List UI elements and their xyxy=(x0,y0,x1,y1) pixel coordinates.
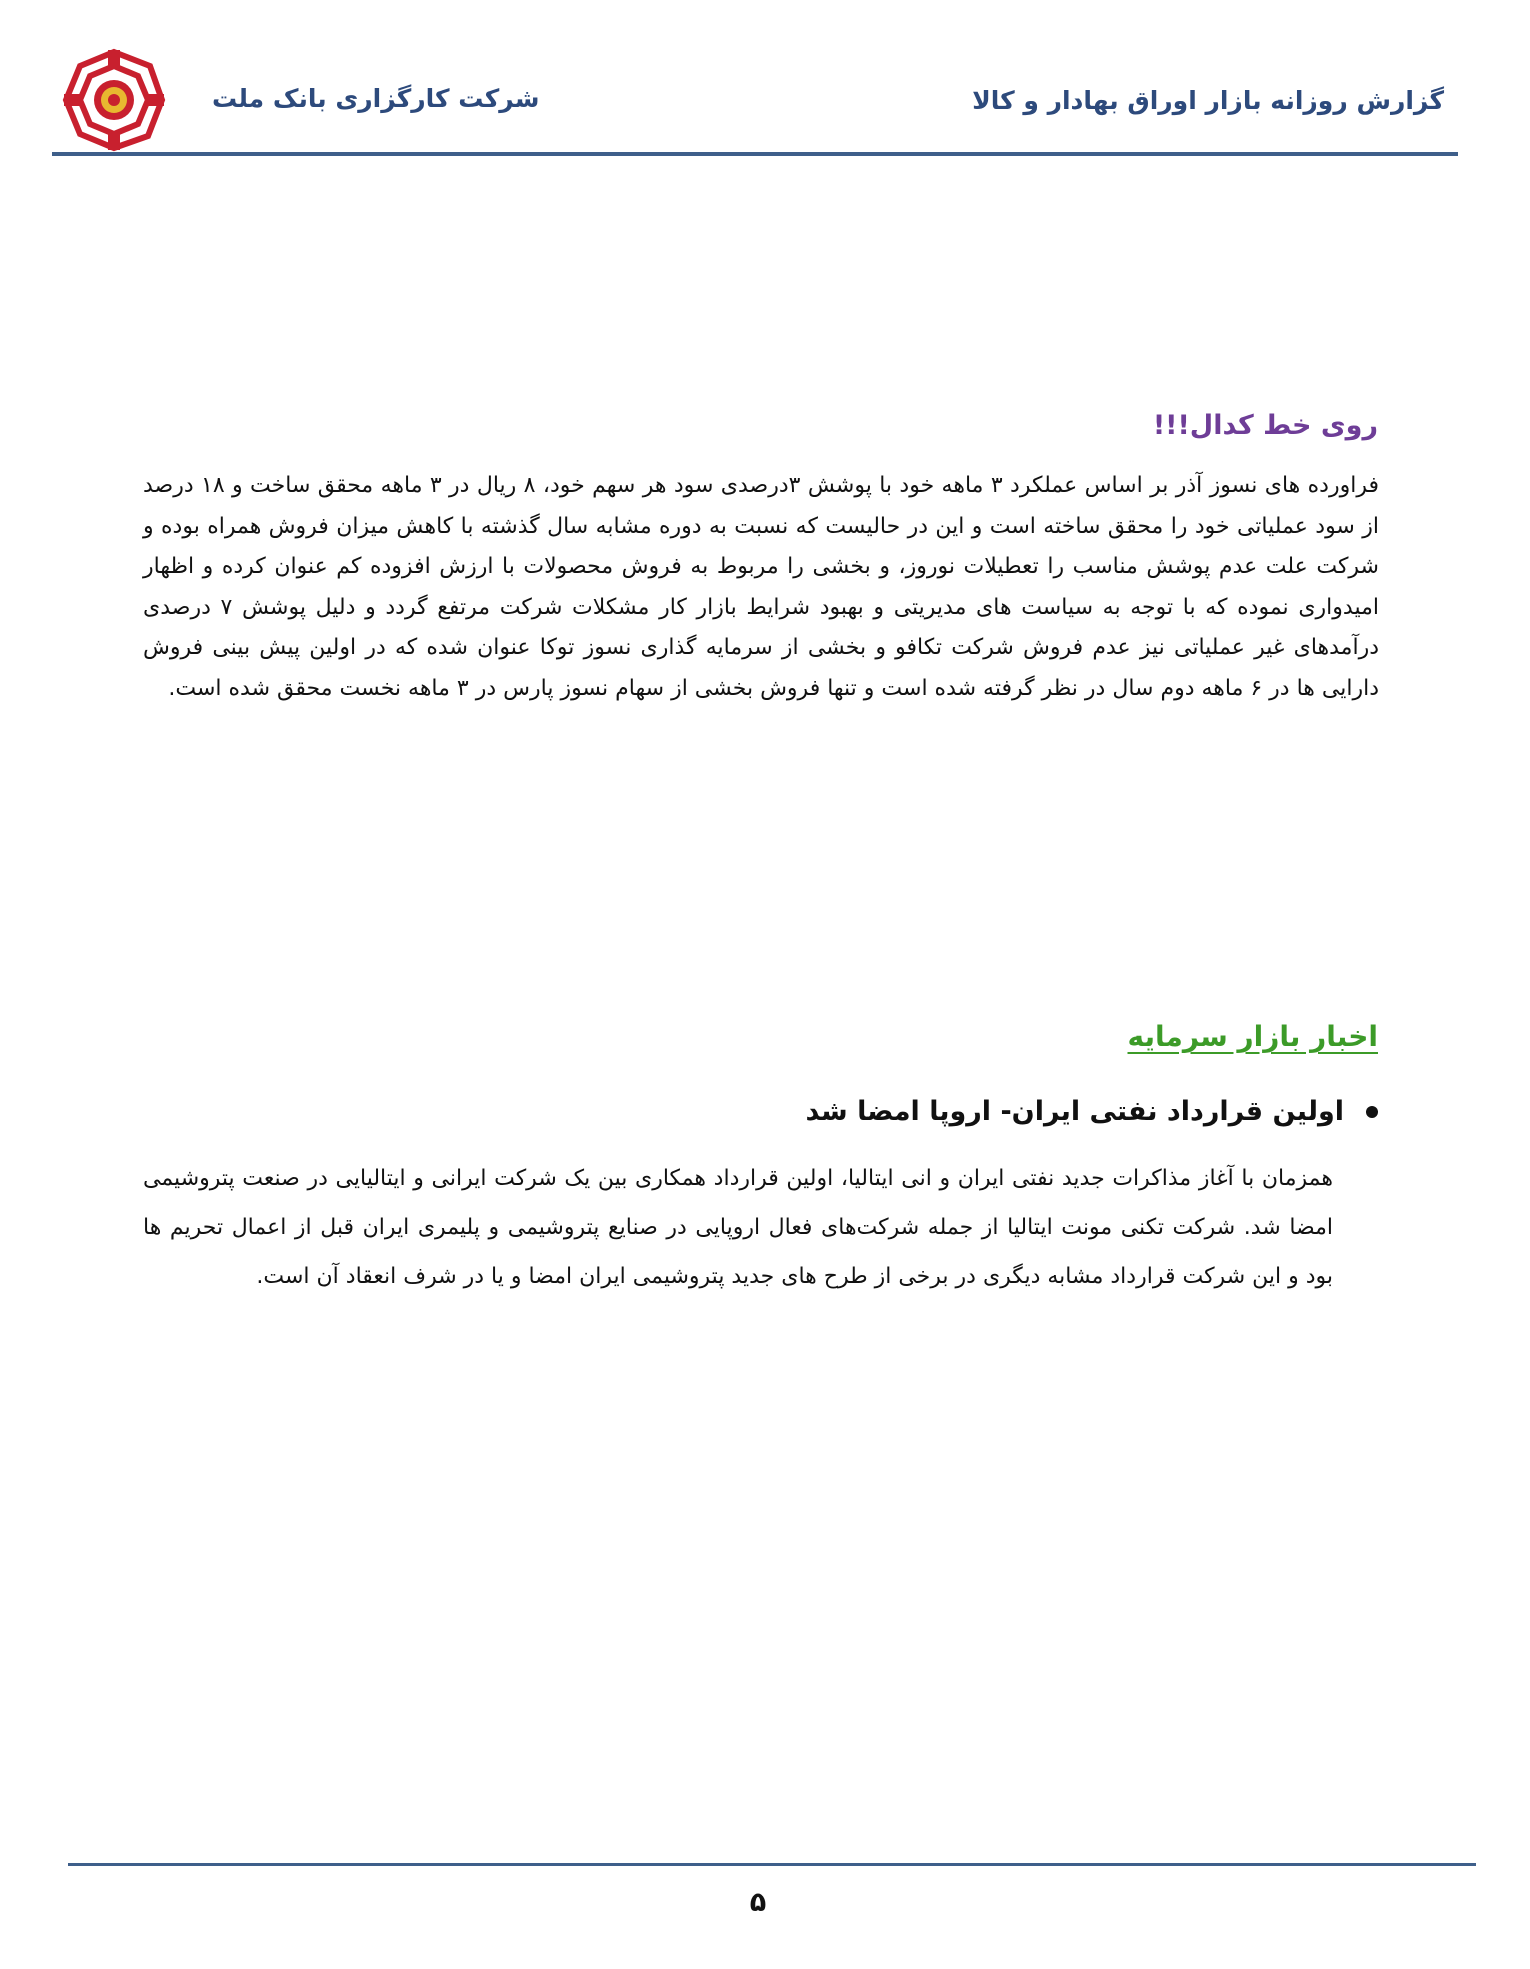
company-name: شرکت کارگزاری بانک ملت xyxy=(212,84,540,113)
capital-market-news-heading: اخبار بازار سرمایه xyxy=(1127,1020,1378,1053)
bank-mellat-logo-icon xyxy=(62,48,166,152)
codal-section-body: فراورده های نسوز آذر بر اساس عملکرد ۳ ماهه خود با پوشش ۳درصدی سود هر سهم خود، ۸ ریال در ۳ ماهه محقق ساخت و ۱۸ درصد از سود عملیاتی خود را محقق ساخته است و این در حالیست که نسبت به دوره مشابه سال گذشته با کاهش میزان فروش همراه بوده و شرکت علت عدم پوشش مناسب را تعطیلات نوروز، و بخشی را مربوط به فروش محصولات با ارزش افزوده کم عنوان کرده و اظهار امیدواری نموده که با توجه به سیاست های مدیریتی و بهبود شرایط بازار کار مشکلات شرکت مرتفع گردد و دلیل پوشش ۷ درصدی درآمدهای غیر عملیاتی نیز عدم فروش شرکت تکافو و بخشی از سرمایه گذاری نسوز توکا عنوان شده که در اولین پیش بینی فروش دارایی ها در ۶ ماهه دوم سال در نظر گرفته شده است و تنها فروش بخشی از سهام نسوز پارس در ۳ ماهه نخست محقق شده است. xyxy=(143,473,1379,701)
bullet-icon xyxy=(1366,1106,1378,1118)
news-item-title: اولین قرارداد نفتی ایران- اروپا امضا شد xyxy=(805,1096,1344,1127)
codal-section-heading: روی خط کدال!!! xyxy=(1152,410,1378,441)
page-number: ۵ xyxy=(749,1887,767,1918)
news-item-body: همزمان با آغاز مذاکرات جدید نفتی ایران و انی ایتالیا، اولین قرارداد همکاری بین یک شرکت ایرانی و ایتالیایی در صنعت پتروشیمی امضا شد. شرکت تکنی مونت ایتالیا از جمله شرکت‌های فعال اروپایی در صنایع پتروشیمی و پلیمری ایران قبل از اعمال تحریم ها بود و این شرکت قرارداد مشابه دیگری در برخی از طرح های جدید پتروشیمی ایران امضا و یا در شرف انعقاد آن است. xyxy=(143,1166,1333,1289)
report-title: گزارش روزانه بازار اوراق بهادار و کالا xyxy=(972,86,1444,115)
footer-divider xyxy=(68,1863,1476,1866)
news-item-title-row xyxy=(806,1096,1378,1127)
page-header xyxy=(0,0,1530,160)
header-divider xyxy=(52,152,1458,156)
